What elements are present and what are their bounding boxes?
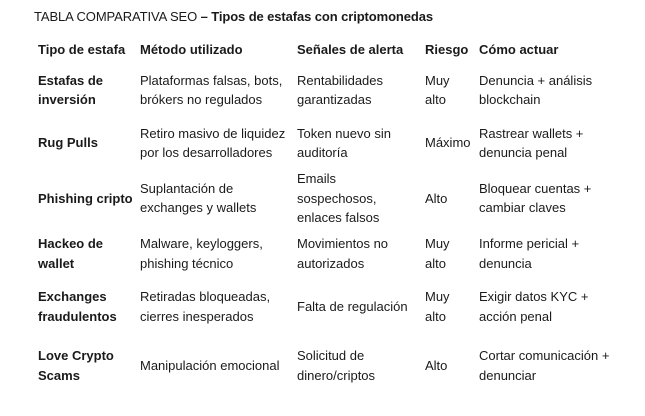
cell-risk: Muy alto (425, 236, 450, 271)
cell-signals: Emails sospechosos, enlaces falsos (297, 171, 380, 225)
cell-method: Malware, keyloggers, phishing técnico (140, 236, 263, 271)
header-riesgo: Riesgo (425, 42, 469, 58)
header-metodo: Método utilizado (140, 42, 243, 58)
cell-signals: Solicitud de dinero/criptos (297, 348, 376, 383)
header-tipo-estafa: Tipo de estafa (38, 42, 126, 58)
cell-type: Love Crypto Scams (38, 348, 114, 383)
table-row (32, 117, 622, 169)
table-header-row (32, 37, 622, 63)
table-row (32, 334, 622, 398)
cell-method: Manipulación emocional (140, 357, 280, 373)
cell-method: Retiradas bloqueadas, cierres inesperados (140, 289, 271, 324)
cell-action: Cortar comunicación + denunciar (479, 348, 610, 383)
table-row (32, 228, 622, 280)
cell-type: Rug Pulls (38, 135, 98, 151)
cell-type: Hackeo de wallet (38, 236, 104, 271)
cell-risk: Máximo (425, 135, 471, 151)
header-senales: Señales de alerta (297, 42, 404, 58)
header-como-actuar: Cómo actuar (479, 42, 559, 58)
cell-risk: Alto (425, 190, 448, 206)
cell-action: Denuncia + análisis blockchain (479, 72, 593, 107)
cell-signals: Falta de regulación (297, 298, 408, 314)
title-prefix: TABLA COMPARATIVA SEO (34, 9, 198, 24)
title-rest: – Tipos de estafas con criptomonedas (197, 9, 433, 24)
cell-type: Exchanges fraudulentos (38, 289, 117, 324)
cell-action: Bloquear cuentas + cambiar claves (479, 180, 592, 216)
cell-signals: Movimientos no autorizados (297, 236, 389, 271)
cell-signals: Token nuevo sin auditoría (297, 125, 391, 160)
cell-risk: Muy alto (425, 72, 450, 107)
cell-risk: Muy alto (425, 289, 450, 324)
cell-action: Informe pericial + denuncia (479, 236, 580, 271)
table-row (32, 280, 622, 334)
document-title (34, 9, 433, 24)
cell-type: Phishing cripto (38, 190, 133, 206)
cell-method: Suplantación de exchanges y wallets (140, 180, 257, 216)
cell-action: Rastrear wallets + denuncia penal (479, 125, 584, 160)
cell-action: Exigir datos KYC + acción penal (479, 289, 589, 324)
cell-method: Plataformas falsas, bots, brókers no regulados (140, 72, 283, 107)
table-row (32, 63, 622, 117)
cell-type: Estafas de inversión (38, 72, 104, 107)
table-row (32, 169, 622, 228)
comparison-table (32, 37, 622, 398)
cell-signals: Rentabilidades garantizadas (297, 72, 384, 107)
cell-risk: Alto (425, 357, 448, 373)
cell-method: Retiro masivo de liquidez por los desarrolladores (140, 125, 286, 160)
